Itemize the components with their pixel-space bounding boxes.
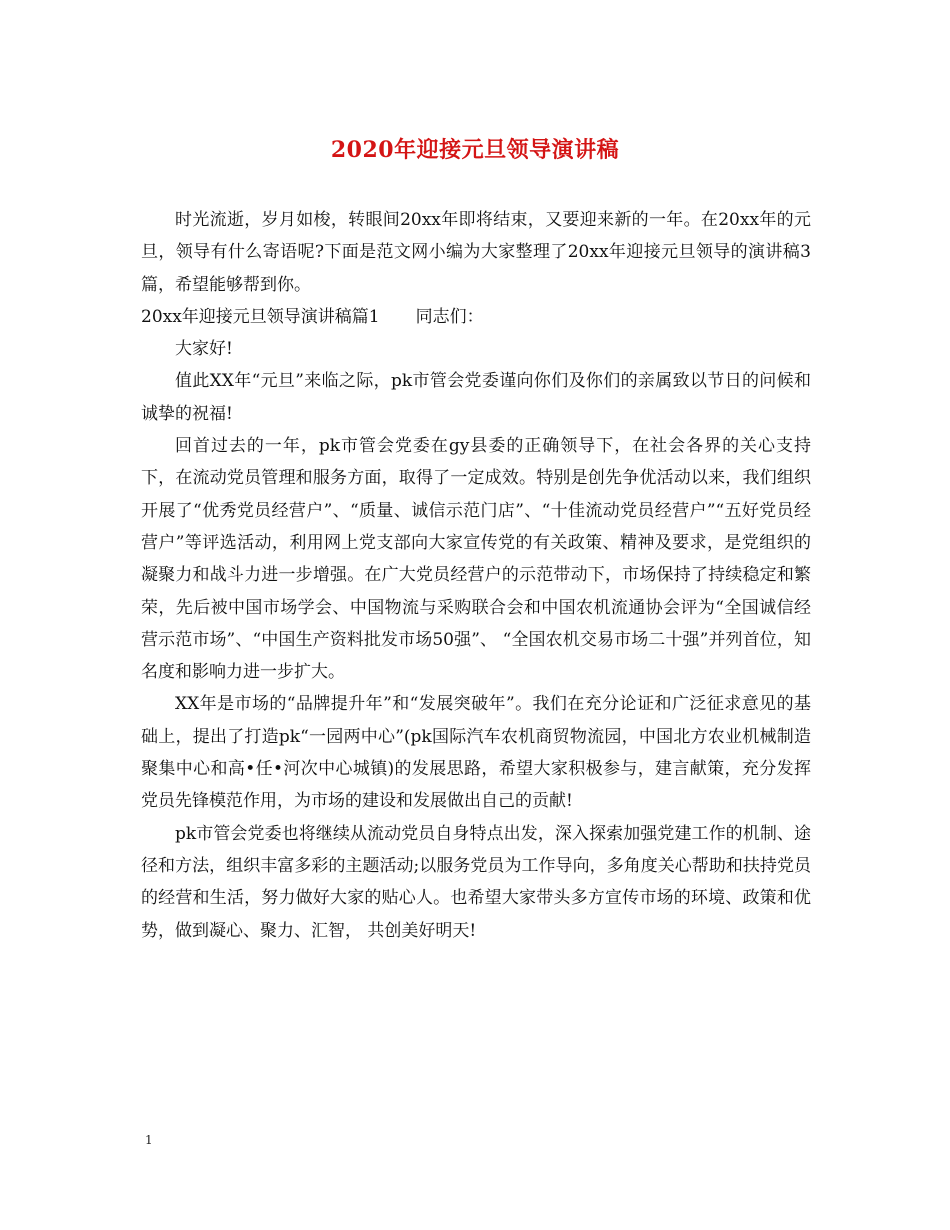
intro-paragraph: 时光流逝，岁月如梭，转眼间20xx年即将结束，又要迎来新的一年。在20xx年的元旦，领导有什么寄语呢?下面是范文网小编为大家整理了20xx年迎接元旦领导的演讲稿3篇，希望能够帮到你。 <box>141 210 811 295</box>
body-paragraph-2: 回首过去的一年，pk市管会党委在gy县委的正确领导下，在社会各界的关心支持下，在流动党员管理和服务方面，取得了一定成效。特别是创先争优活动以来，我们组织开展了“优秀党员经营户”、“质量、诚信示范门店”、“十佳流动党员经营户”“五好党员经营户”等评选活动，利用网上党支部向大家宣传党的有关政策、精神及要求，是党组织的凝聚力和战斗力进一步增强。在广大党员经营户的示范带动下，市场保持了持续稳定和繁荣，先后被中国市场学会、中国物流与采购联合会和中国农机流通协会评为“全国诚信经营示范市场”、“中国生产资料批发市场50强”、 “全国农机交易市场二十强”并列首位，知名度和影响力进一步扩大。 <box>141 436 811 683</box>
body-paragraph-4: pk市管会党委也将继续从流动党员自身特点出发，深入探索加强党建工作的机制、途径和方法，组织丰富多彩的主题活动;以服务党员为工作导向，多角度关心帮助和扶持党员的经营和生活，努力做好大家的贴心人。也希望大家带头多方宣传市场的环境、政策和优势，做到凝心、聚力、汇智， 共创美好明天! <box>141 823 811 941</box>
salutation: 同志们： <box>415 306 484 327</box>
document-body <box>141 204 811 947</box>
section-heading-line <box>141 301 811 333</box>
page-number: 1 <box>145 1133 153 1147</box>
greeting: 大家好! <box>175 339 233 360</box>
body-paragraph-3: XX年是市场的“品牌提升年”和“发展突破年”。我们在充分论证和广泛征求意见的基础上，提出了打造pk“一园两中心”(pk国际汽车农机商贸物流园，中国北方农业机械制造聚集中心和高•任•河次中心城镇)的发展思路，希望大家积极参与，建言献策，充分发挥党员先锋模范作用，为市场的建设和发展做出自己的贡献! <box>141 694 811 812</box>
section-heading: 20xx年迎接元旦领导演讲稿篇1 <box>141 306 380 327</box>
document-title: 2020年迎接元旦领导演讲稿 <box>330 137 620 163</box>
body-paragraph-1: 值此XX年“元旦”来临之际，pk市管会党委谨向你们及你们的亲属致以节日的问候和诚挚的祝福! <box>141 371 811 424</box>
